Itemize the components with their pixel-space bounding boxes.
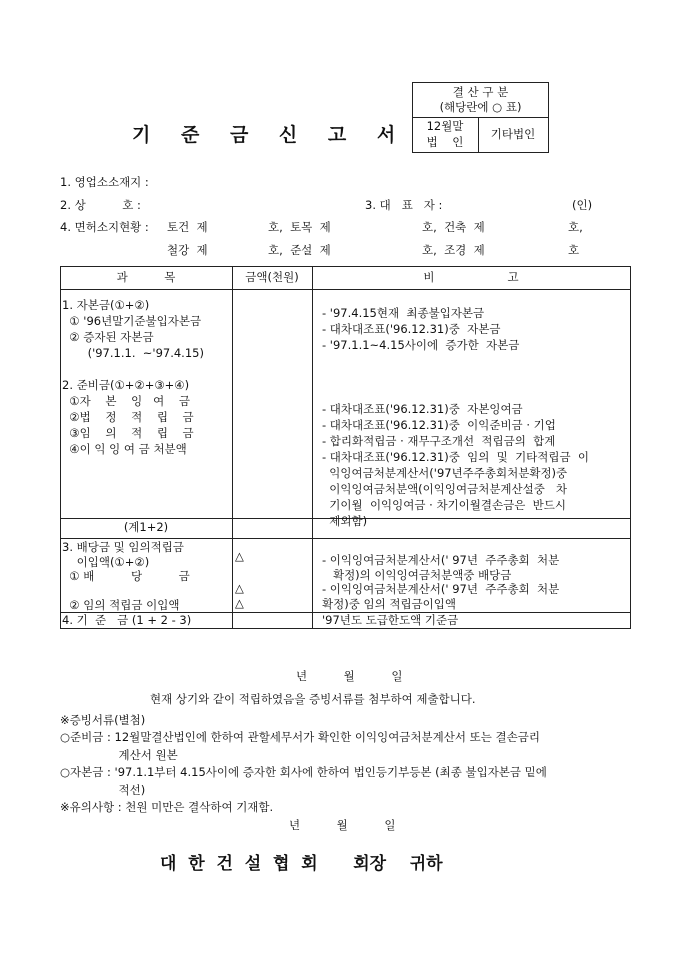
note-line: ○자본금 : '97.1.1부터 4.15사이에 증자한 회사에 한하여 법인등기부등본 (최종 불입자본금 밑에 [60, 765, 547, 780]
item: ②법 정 적 립 금 [62, 410, 194, 424]
row4-note: '97년도 도급한도액 기준금 [322, 613, 459, 627]
declaration-text: 현재 상기와 같이 적립하였음을 증빙서류를 첨부하여 제출합니다. [150, 692, 476, 706]
note-line: 계산서 원본 [60, 747, 178, 762]
license-civil: 호, 토목 제 [268, 220, 331, 234]
row4-item: 4. 기 준 금 (1 + 2 - 3) [62, 613, 192, 627]
option-december-line2[interactable]: 법 인 [426, 135, 464, 149]
note: - 이익잉여금처분계산서(' 97년 주주총회 처분 [322, 553, 560, 567]
spacer [62, 361, 204, 377]
row1-items [62, 297, 204, 457]
row3-items [62, 540, 190, 613]
spacer [322, 369, 589, 385]
item: ④이 익 잉 여 금 처분액 [62, 442, 187, 456]
note: 기이월 이익잉여금 · 차기이월결손금은 반드시 [322, 498, 566, 512]
header-item: 과 목 [116, 270, 176, 284]
settlement-instruction: (해당란에 ○ 표) [439, 100, 522, 114]
note: 확정)의 이익잉여금처분액중 배당금 [322, 567, 512, 582]
note: - '97.4.15현재 최종불입자본금 [322, 306, 485, 320]
note-line: 적선) [60, 782, 146, 797]
item: ① '96년말기준불입자본금 [62, 314, 202, 328]
note: 확정)중 임의 적립금이입액 [322, 596, 456, 611]
field-representative: 3. 대 표 자 : [365, 198, 443, 212]
item: 2. 준비금(①+②+③+④) [62, 378, 190, 392]
delta-mark: △ [235, 596, 244, 610]
note-line: ○준비금 : 12월말결산법인에 한하여 관할세무서가 확인한 이익잉여금처분계산서 또는 결손금리 [60, 730, 540, 745]
note: - 대차대조표('96.12.31)중 자본금 [322, 322, 501, 336]
license-dredging: 호, 준설 제 [268, 243, 331, 257]
seal-mark: (인) [572, 198, 593, 212]
field-company-name: 2. 상 호 : [60, 198, 141, 212]
item: ('97.1.1. ~'97.4.15) [62, 346, 204, 360]
item: ① 배 당 금 [62, 569, 190, 583]
license-end1: 호, [568, 220, 583, 234]
note: 익잉여금처분계산서('97년주주총회처분확정)중 [322, 466, 568, 480]
license-landscape: 호, 조경 제 [422, 243, 485, 257]
option-other-corp[interactable]: 기타법인 [490, 127, 536, 141]
note: - 대차대조표('96.12.31)중 이익준비금 · 기업 [322, 418, 556, 432]
item: 3. 배당금 및 임의적립금 [62, 540, 184, 554]
item: 이입액(①+②) [62, 554, 150, 569]
header-remarks: 비 고 [423, 270, 519, 284]
note: 이익잉여금처분액(이익잉여금처분계산설중 차 [322, 482, 567, 496]
subtotal-label: (계1+2) [123, 520, 169, 534]
item: ①자 본 잉 여 금 [62, 394, 190, 408]
note: - 합리화적립금 · 재무구조개선 적립금의 합계 [322, 434, 556, 448]
page-title: 기 준 금 신 고 서 [132, 124, 408, 146]
note: - 대차대조표('96.12.31)중 임의 및 기타적립금 이 [322, 450, 590, 464]
row3-notes [322, 553, 559, 611]
note: - '97.1.1~4.15사이에 증가한 자본금 [322, 338, 520, 352]
license-civil-arch: 토건 제 [167, 220, 208, 234]
license-building: 호, 건축 제 [422, 220, 485, 234]
item: ② 증자된 자본금 [62, 330, 154, 344]
field-licenses-label: 4. 면허소지현황 : [60, 220, 149, 234]
item: ③임 의 적 립 금 [62, 426, 194, 440]
delta-mark: △ [235, 549, 244, 563]
delta-mark: △ [235, 581, 244, 595]
note: - 대차대조표('96.12.31)중 자본잉여금 [322, 402, 523, 416]
settlement-header: 결 산 구 분 [452, 85, 509, 99]
supporting-docs-notes [60, 712, 547, 816]
spacer [322, 353, 589, 369]
field-business-address: 1. 영업소소재지 : [60, 175, 149, 189]
item: ② 임의 적립금 이입액 [62, 598, 180, 612]
spacer [322, 385, 589, 401]
option-december-line1[interactable]: 12월말 [426, 119, 464, 133]
date-line: 년 월 일 [289, 818, 396, 832]
spacer [62, 584, 190, 599]
header-amount: 금액(천원) [245, 270, 299, 284]
license-end2: 호 [568, 243, 580, 257]
addressee: 대 한 건 설 협 회 회장 귀하 [160, 854, 443, 874]
note-line: ※증빙서류(별첨) [60, 713, 146, 727]
item: 1. 자본금(①+②) [62, 298, 150, 312]
note-line: ※유의사항 : 천원 미만은 결삭하여 기재함. [60, 799, 274, 814]
license-steel: 철강 제 [167, 243, 208, 257]
date-line: 년 월 일 [296, 669, 403, 683]
note: - 이익잉여금처분계산서(' 97년 주주총회 처분 [322, 582, 560, 596]
row1-notes [322, 305, 589, 529]
note: 제외함) [322, 514, 368, 528]
